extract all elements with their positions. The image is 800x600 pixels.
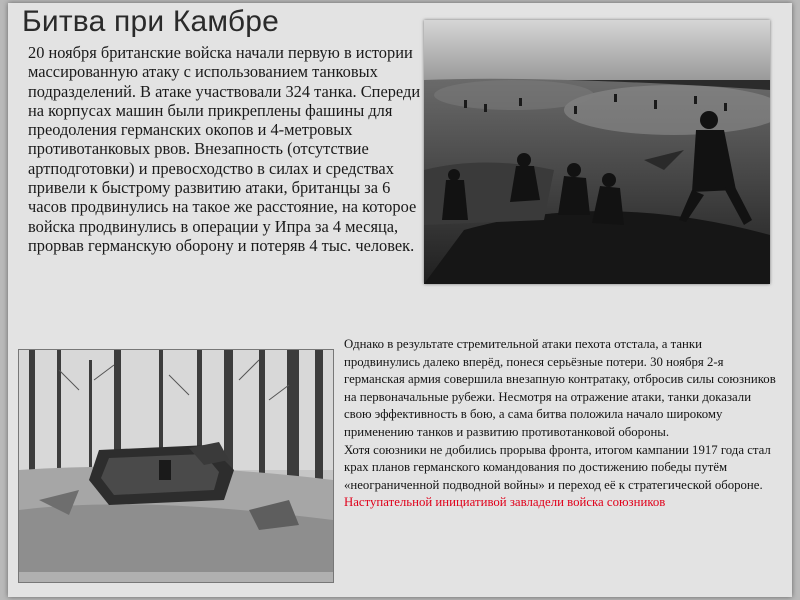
counterattack-paragraph: Однако в результате стремительной атаки пехота отстала, а танки продвинулись далеко вперёд, понеся серьёзные потери. 30 ноября 2-я германская армия совершила внезапную контратаку, отбросив силы союзников на первоначальные рубежи. Несмотря на отражение атаки, танки доказали свою эффективность в бою, а сама битва положила начало широкому применению танков и развитию противотанковой обороны. [344,337,776,439]
soldiers-attack-photo-icon [424,20,770,284]
intro-paragraph: 20 ноября британские войска начали первую в истории массированную атаку с использованием танковых подразделений. В атаке участвовали 324 танка. Спереди на корпусах машин были прикреплены фашины для преодоления германских окопов и 4-метровых противотанковых рвов. Внезапность (отсутствие артподготовки) и превосходство в силах и средствах привели к быстрому развитию атаки, британцы за 6 часов продвинулись на такое же расстояние, на которое войска продвинулись в операции у Ипра за 4 месяца, прорвав германскую оборону и потеряв 4 тыс. человек. [28,43,421,255]
initiative-highlight: Наступательной инициативой завладели войска союзников [344,495,666,510]
campaign-result-paragraph: Хотя союзники не добились прорыва фронта, итогом кампании 1917 года стал крах планов германского командования по достижению победы путём «неограниченной подводной войны» и переход её к стратегической обороне. [344,442,771,492]
tank-photo [18,349,334,583]
slide-title: Битва при Камбре [22,5,280,38]
slide [8,3,792,597]
battlefield-photo [424,20,770,284]
outcome-text [344,336,778,512]
wrecked-tank-in-forest-photo-icon [19,350,333,582]
